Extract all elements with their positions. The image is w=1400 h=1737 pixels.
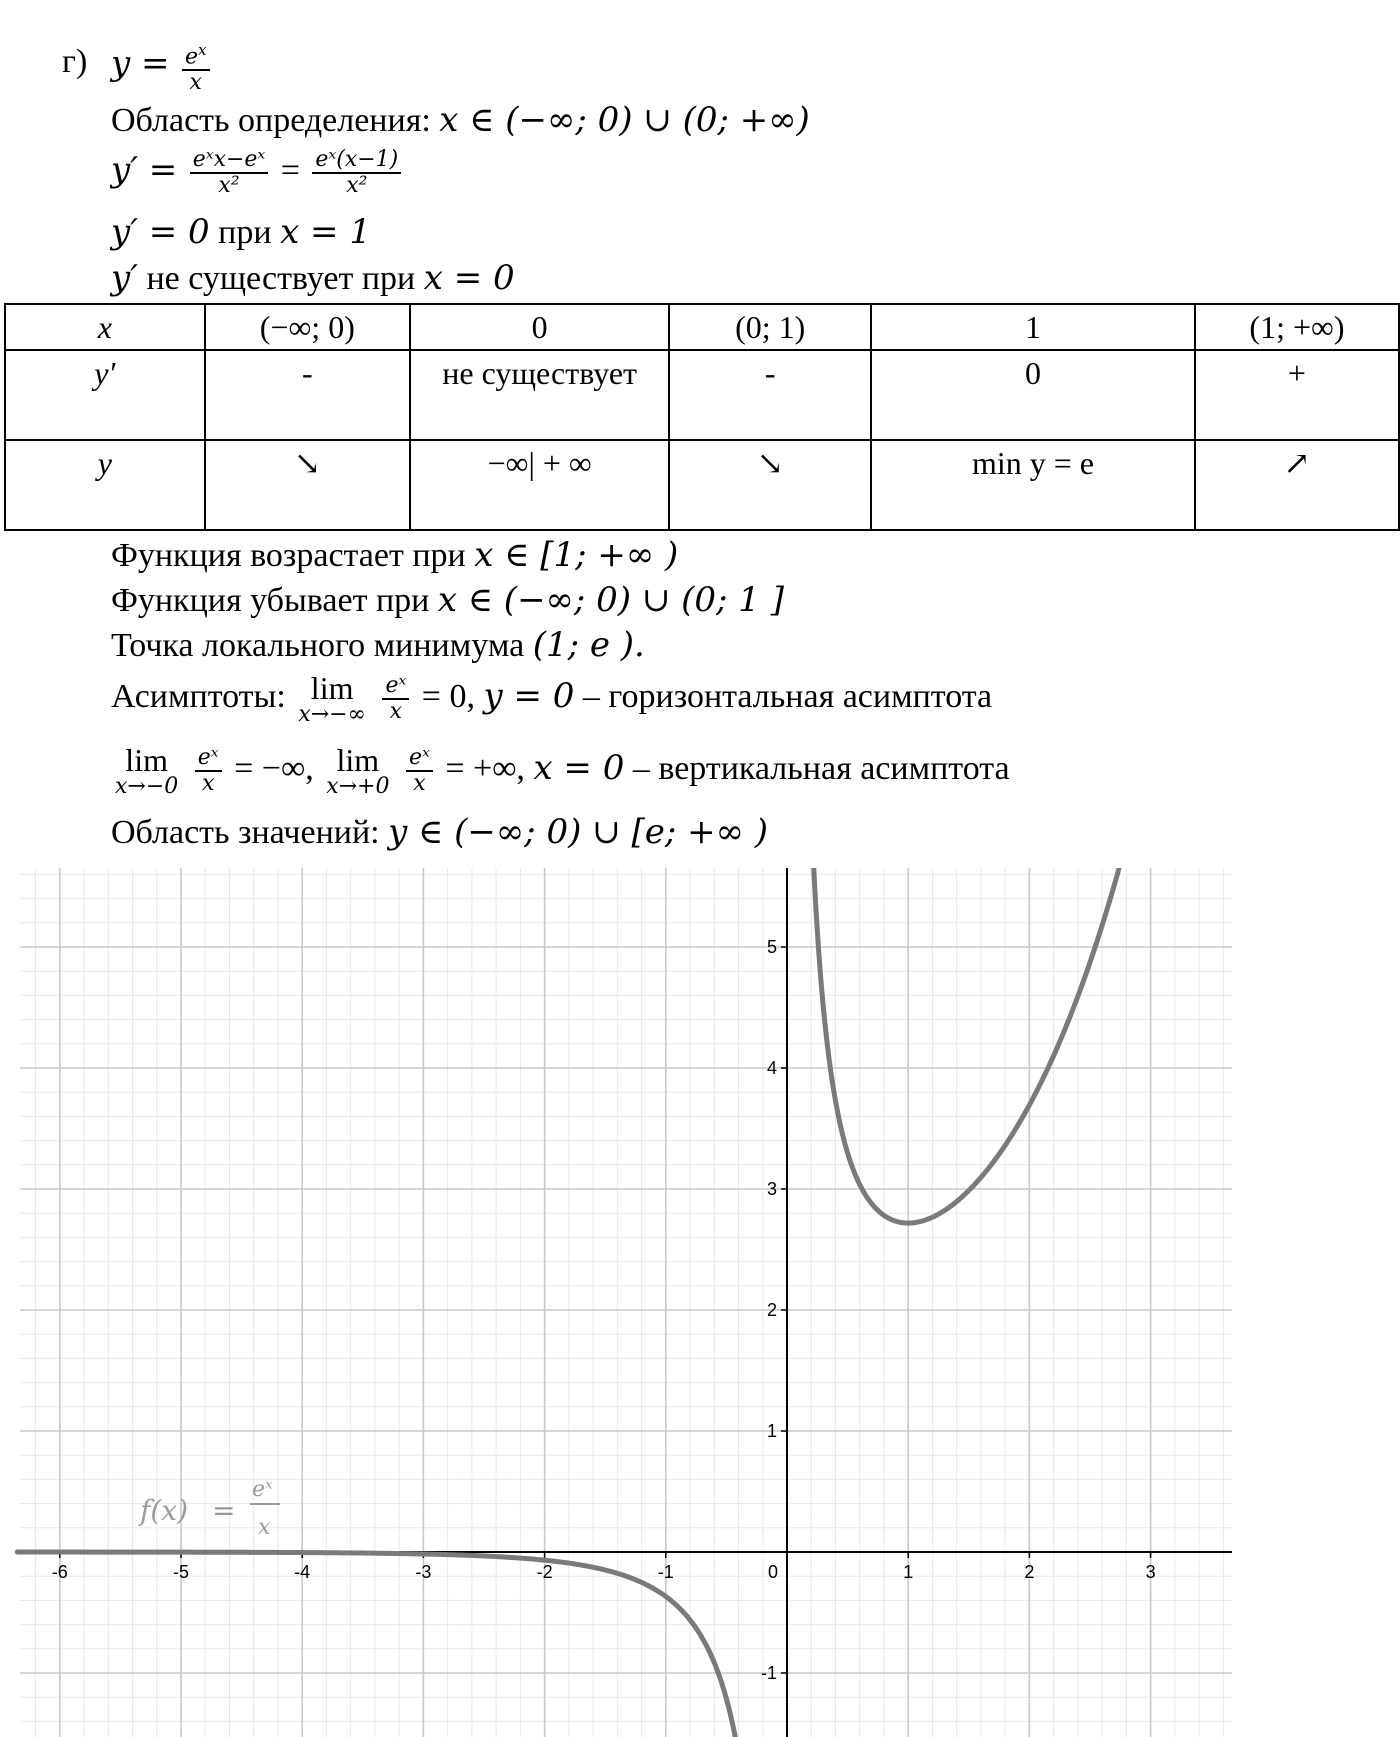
derivative-lhs: y′ = bbox=[111, 149, 178, 190]
x-tick-label: 1 bbox=[903, 1562, 914, 1582]
axes bbox=[20, 868, 1232, 1737]
legend-numerator: eˣ bbox=[252, 1477, 273, 1502]
y-tick-label: -1 bbox=[760, 1663, 777, 1683]
derivative-equals: = bbox=[280, 151, 300, 189]
derivative-numerator-1: eˣx−eˣ bbox=[192, 147, 266, 172]
y-tick-label: 2 bbox=[766, 1300, 777, 1320]
table-cell: (0; 1) bbox=[669, 304, 871, 350]
increase-line bbox=[111, 535, 678, 576]
y-tick-label: 5 bbox=[766, 937, 777, 957]
table-cell: −∞| + ∞ bbox=[410, 440, 669, 530]
critical-point-eq: y′ = 0 bbox=[111, 212, 210, 252]
x-tick-label: 0 bbox=[767, 1562, 779, 1582]
limit-expression: lim x→−∞ bbox=[298, 670, 366, 727]
function-lhs: y = bbox=[111, 43, 170, 84]
y-tick-label: 3 bbox=[766, 1179, 777, 1199]
curve-right-branch bbox=[811, 868, 1123, 1223]
asymptote-label: Асимптоты: bbox=[111, 677, 286, 715]
x-tick-label: -1 bbox=[657, 1562, 674, 1582]
x-tick-label: -6 bbox=[51, 1562, 68, 1582]
increase-label: Функция возрастает при bbox=[111, 537, 466, 574]
item-label: г) bbox=[62, 43, 88, 80]
legend-denominator: x bbox=[258, 1515, 271, 1540]
x-tick-label: -3 bbox=[415, 1562, 432, 1582]
function-legend bbox=[138, 1477, 280, 1540]
limit-fraction: $\frac{\text{eˣ}}{x}$ bbox=[195, 746, 222, 796]
function-numerator: $e^x$ bbox=[185, 41, 207, 70]
table-row bbox=[5, 304, 1399, 350]
function-fraction bbox=[182, 38, 210, 95]
table-row bbox=[5, 440, 1399, 530]
domain-line bbox=[111, 100, 810, 141]
table-cell: 0 bbox=[410, 304, 669, 350]
range-line bbox=[111, 812, 768, 853]
table-cell: 0 bbox=[871, 350, 1195, 440]
function-denominator: x bbox=[189, 70, 202, 96]
legend-lhs: f(x) bbox=[140, 1494, 189, 1527]
table-cell: (1; +∞) bbox=[1195, 304, 1399, 350]
y-tick-label: 4 bbox=[766, 1058, 777, 1078]
limit-expression: lim x→−0 bbox=[115, 742, 179, 799]
minimum-line bbox=[111, 625, 645, 666]
table-cell: y′ bbox=[5, 350, 205, 440]
x-tick-label: 3 bbox=[1145, 1562, 1156, 1582]
derivative-denominator-1: x² bbox=[218, 173, 240, 198]
curve-left-branch bbox=[17, 1552, 761, 1737]
legend-eq: = bbox=[212, 1494, 236, 1527]
table-cell: ↘ bbox=[669, 440, 871, 530]
x-tick-label: -2 bbox=[536, 1562, 553, 1582]
domain-value: x ∈ (−∞; 0) ∪ (0; +∞) bbox=[439, 100, 810, 140]
limit-fraction: $\frac{\text{eˣ}}{x}$ bbox=[406, 746, 433, 796]
table-row bbox=[5, 350, 1399, 440]
decrease-line bbox=[111, 580, 784, 621]
decrease-value: x ∈ (−∞; 0) ∪ (0; 1 ] bbox=[437, 580, 785, 620]
derivative-numerator-2: eˣ(x−1) bbox=[315, 147, 399, 172]
minimum-label: Точка локального минимума bbox=[111, 627, 525, 664]
x-tick-label: -5 bbox=[172, 1562, 190, 1582]
table-cell: не существует bbox=[410, 350, 669, 440]
horizontal-asymptote-line: Асимптоты: lim x→−∞ $\frac{\text{eˣ}}{x}$ = 0, y = 0 – горизонтальная асимптота bbox=[111, 670, 993, 727]
undefined-point-text: не существует при bbox=[146, 260, 416, 297]
range-value: y ∈ (−∞; 0) ∪ [e; +∞ ) bbox=[388, 812, 768, 852]
critical-point-line bbox=[111, 212, 371, 253]
undefined-point-line bbox=[111, 258, 515, 299]
critical-point-word: при bbox=[218, 214, 272, 251]
major-grid bbox=[20, 868, 1232, 1737]
table-cell: 1 bbox=[871, 304, 1195, 350]
limit-expression: lim x→+0 bbox=[326, 742, 390, 799]
table-cell: (−∞; 0) bbox=[205, 304, 410, 350]
derivative-denominator-2: x² bbox=[346, 173, 368, 198]
increase-value: x ∈ [1; +∞ ) bbox=[474, 535, 679, 575]
derivative-fraction-1 bbox=[190, 148, 269, 198]
minimum-value: (1; e ). bbox=[532, 625, 645, 665]
table-cell: - bbox=[205, 350, 410, 440]
sign-table bbox=[4, 303, 1400, 531]
x-tick-label: 2 bbox=[1024, 1562, 1035, 1582]
table-cell: x bbox=[5, 304, 205, 350]
table-cell: + bbox=[1195, 350, 1399, 440]
critical-point-value: x = 1 bbox=[280, 212, 371, 252]
domain-label: Область определения: bbox=[111, 102, 431, 139]
table-cell: min y = e bbox=[871, 440, 1195, 530]
derivative-line bbox=[111, 148, 405, 198]
table-cell: ↘ bbox=[205, 440, 410, 530]
minor-grid bbox=[20, 868, 1232, 1737]
table-cell: - bbox=[669, 350, 871, 440]
derivative-fraction-2 bbox=[312, 148, 401, 198]
vertical-asymptote-line: lim x→−0 $\frac{\text{eˣ}}{x}$ = −∞, lim x→+0 $\frac{\text{eˣ}}{x}$ = +∞, x = 0 – вертикальная асимптота bbox=[115, 742, 1010, 799]
undefined-point-value: x = 0 bbox=[423, 258, 515, 298]
range-label: Область значений: bbox=[111, 814, 380, 851]
limit-fraction: $\frac{\text{eˣ}}{x}$ bbox=[382, 674, 409, 724]
table-cell: y bbox=[5, 440, 205, 530]
decrease-label: Функция убывает при bbox=[111, 582, 430, 619]
undefined-point-symbol: y′ bbox=[111, 258, 138, 298]
function-definition bbox=[111, 38, 214, 95]
x-tick-label: -4 bbox=[294, 1562, 311, 1582]
y-tick-label: 1 bbox=[766, 1421, 777, 1441]
function-graph bbox=[0, 868, 1400, 1737]
table-cell: ↗ bbox=[1195, 440, 1399, 530]
